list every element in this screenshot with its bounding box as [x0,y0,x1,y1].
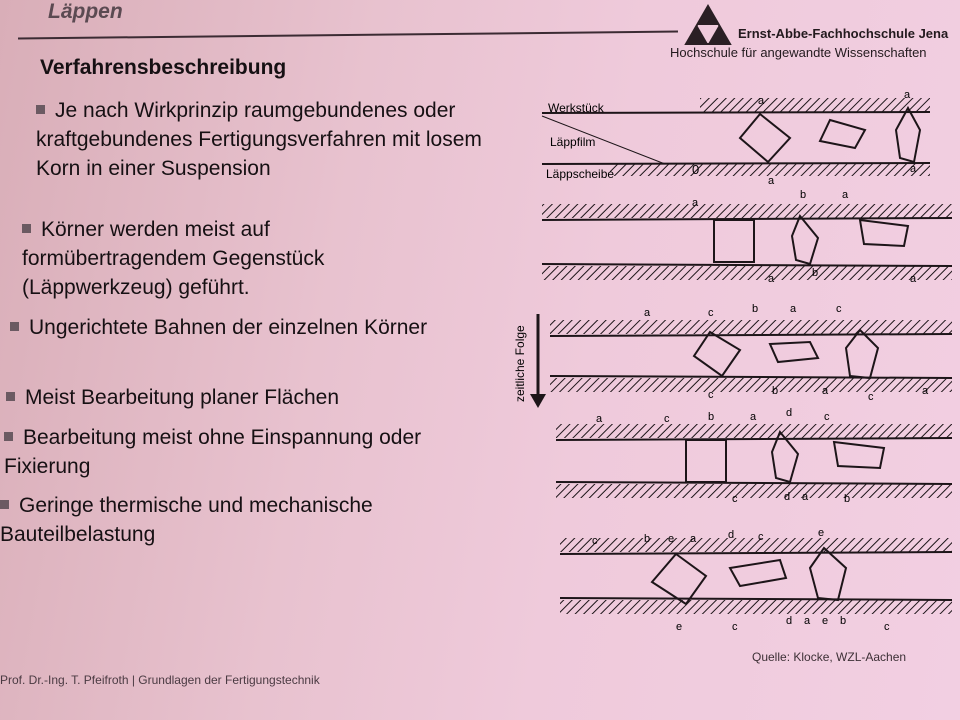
bullet-text: Je nach Wirkprinzip raumgebundenes oder kraftgebundenes Fertigungsverfahren mit losem Korn in einer Suspension [36,99,482,180]
bullet-text: Meist Bearbeitung planer Flächen [25,386,340,409]
stage-5 [560,527,952,633]
letter-c: c [732,493,738,505]
letter-a: a [804,615,811,627]
letter-c: c [708,389,714,401]
stage-3 [550,303,952,403]
letter-a: a [768,175,775,187]
letter-d: d [784,491,791,503]
letter-a: a [922,385,929,397]
letter-d: d [728,529,735,541]
letter-b: b [708,411,715,423]
letter-c: c [824,411,830,423]
letter-b: b [812,267,819,279]
letter-a: a [768,273,775,285]
letter-e: e [822,615,829,627]
letter-d: d [786,407,793,419]
label-laeppscheibe: Läppscheibe [546,167,615,181]
letter-a: a [910,163,917,175]
institution-logo-icon [684,4,732,46]
bullet-square-icon [6,392,15,401]
section-title: Verfahrensbeschreibung [40,56,287,79]
letter-b: b [644,533,651,545]
bullet-square-icon [4,432,13,441]
letter-c: c [664,413,670,425]
letter-e: e [818,527,825,539]
slide-header-title: Läppen [48,0,123,23]
bullet-square-icon [10,322,19,331]
time-axis [513,314,546,408]
letter-c: c [836,303,842,315]
letter-a: a [690,533,697,545]
letter-b: b [840,615,847,627]
letter-b: b [844,493,851,505]
letter-c: c [732,621,738,633]
letter-b: b [800,189,807,201]
bullet-item [0,491,500,549]
bullet-square-icon [36,105,45,114]
bullet-text: Körner werden meist auf formübertragendem Gegenstück (Läppwerkzeug) geführt. [22,218,325,299]
bullet-item [6,383,476,412]
institution-subtitle: Hochschule für angewandte Wissenschaften [670,45,927,60]
letter-a: a [750,411,757,423]
letter-d: d [786,615,793,627]
bullet-text: Ungerichtete Bahnen der einzelnen Körner [29,316,428,339]
letter-c: c [708,307,714,319]
bullet-text: Geringe thermische und mechanische Bauteilbelastung [0,494,373,546]
bullet-item [36,96,496,183]
letter-a: a [910,273,917,285]
letter-a: a [904,89,911,101]
letter-a: a [802,491,809,503]
letter-b: b [752,303,759,315]
stage-4 [556,407,952,505]
institution-name: Ernst-Abbe-Fachhochschule Jena [738,26,949,41]
bullet-item [22,215,442,302]
bullet-text: Bearbeitung meist ohne Einspannung oder Fixierung [4,426,422,478]
label-laeppfilm: Läppfilm [550,135,596,149]
axis-label: zeitliche Folge [513,325,527,402]
letter-a: a [842,189,849,201]
bullet-item [4,423,484,481]
letter-c: c [868,391,874,403]
letter-b: b [772,385,779,397]
stage-1 [542,89,930,187]
footer-text: Prof. Dr.-Ing. T. Pfeifroth | Grundlagen der Fertigungstechnik [0,673,320,687]
letter-e: e [668,533,675,545]
figure-source: Quelle: Klocke, WZL-Aachen [752,650,907,664]
bullet-square-icon [0,500,9,509]
bullet-square-icon [22,224,31,233]
label-zero: 0 [692,162,700,177]
letter-c: c [758,531,764,543]
letter-a: a [758,95,765,107]
bullet-item [10,313,480,342]
letter-a: a [822,385,829,397]
letter-a: a [692,197,699,209]
letter-a: a [596,413,603,425]
label-werkstueck: Werkstück [548,101,604,115]
stage-2 [542,189,952,285]
lapping-process-diagram [500,86,960,646]
letter-a: a [790,303,797,315]
letter-a: a [644,307,651,319]
letter-e: e [676,621,683,633]
header-divider [18,31,678,40]
letter-c: c [592,535,598,547]
letter-c: c [884,621,890,633]
